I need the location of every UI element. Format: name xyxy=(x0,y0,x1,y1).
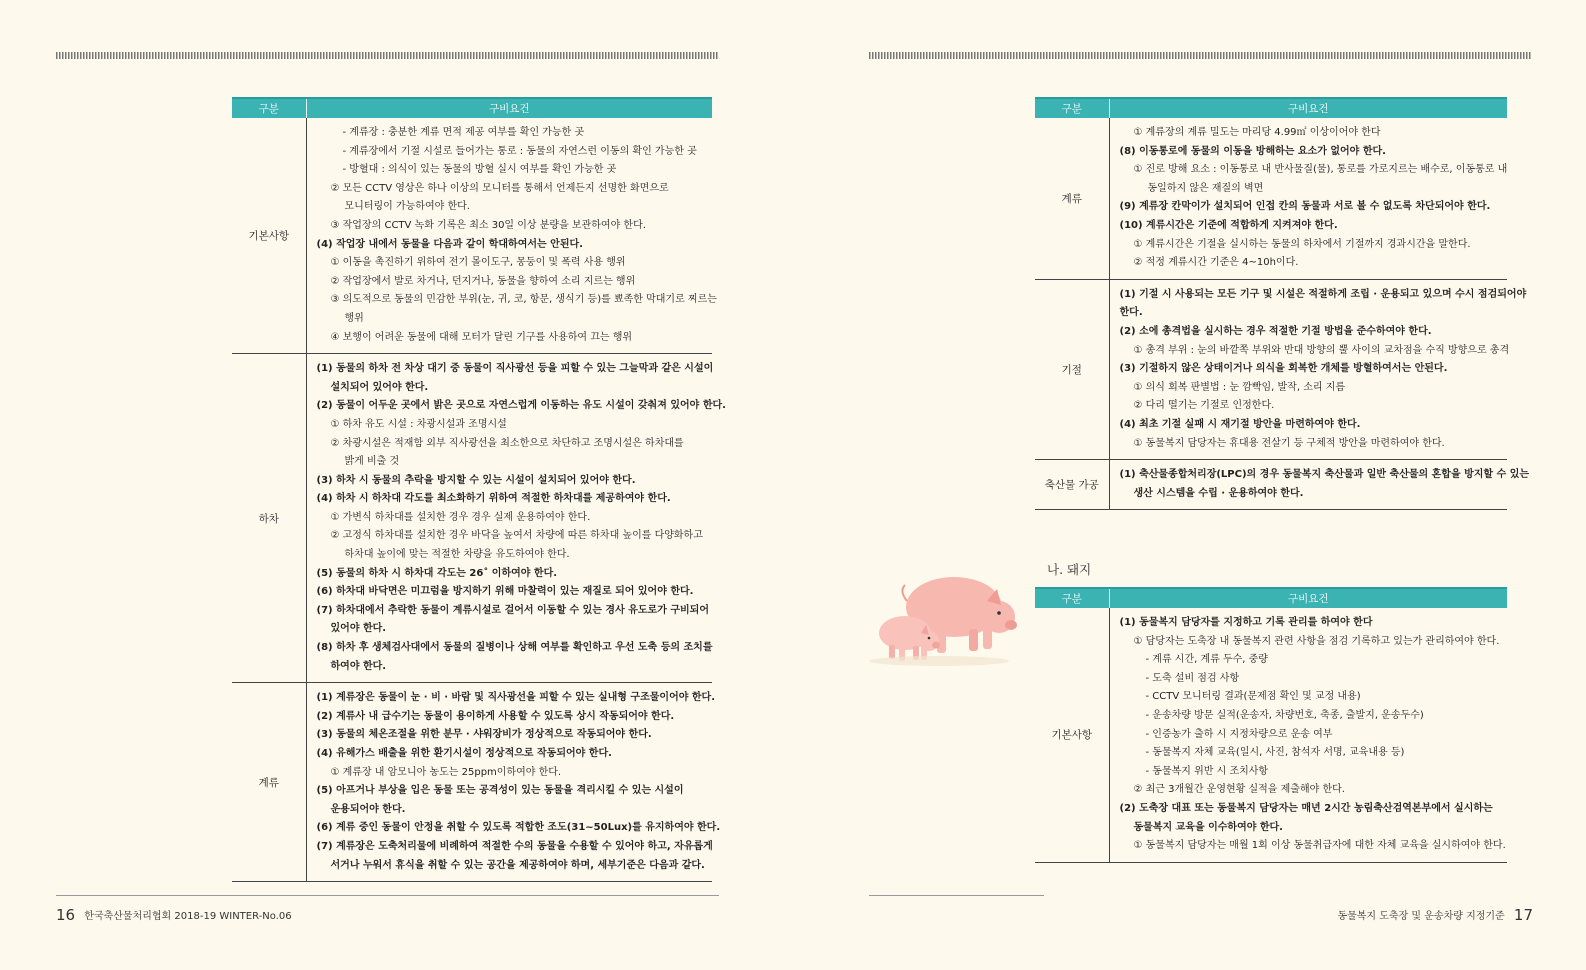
table-header-row xyxy=(232,98,712,118)
header-requirements: 구비요건 xyxy=(1109,98,1507,118)
requirement-line: 모니터링이 가능하여야 한다. xyxy=(344,201,470,213)
requirement-line: (10) 계류시간은 기준에 적합하게 지켜져야 한다. xyxy=(1119,219,1338,231)
pig-illustration xyxy=(859,545,1019,675)
requirement-line: - 동물복지 위반 시 조치사항 xyxy=(1145,765,1269,777)
requirement-line: 행위 xyxy=(344,312,364,324)
requirement-line: (6) 하차대 바닥면은 미끄럼을 방지하기 위해 마찰력이 있는 재질로 되어 있어야 한다. xyxy=(316,586,694,598)
header-requirements: 구비요건 xyxy=(306,98,712,118)
requirements-table-pig xyxy=(1035,587,1507,863)
requirement-line: (1) 계류장은 동물이 눈 · 비 · 바람 및 직사광선을 피할 수 있는 실내형 구조물이어야 한다. xyxy=(316,692,715,704)
row-category: 기본사항 xyxy=(1035,608,1109,862)
header-category: 구분 xyxy=(232,98,306,118)
requirement-line: 생산 시스템을 수립 · 운용하여야 한다. xyxy=(1133,487,1304,499)
requirement-line: ② 적정 계류시간 기준은 4~10h이다. xyxy=(1133,257,1299,269)
requirement-line: 동일하지 않은 재질의 벽면 xyxy=(1147,182,1264,194)
table-row xyxy=(1035,279,1507,459)
header-category: 구분 xyxy=(1035,98,1109,118)
top-dotted-rule xyxy=(56,52,719,59)
requirement-line: (6) 계류 중인 동물이 안정을 취할 수 있도록 적합한 조도(31~50Lux)를 유지하여야 한다. xyxy=(316,822,721,834)
requirement-line: (1) 축산물종합처리장(LPC)의 경우 동물복지 축산물과 일반 축산물의 혼합을 방지할 수 있는 xyxy=(1119,469,1530,481)
row-category: 하차 xyxy=(232,354,306,683)
requirement-line: ② 모든 CCTV 영상은 하나 이상의 모니터를 통해서 언제든지 선명한 화면으로 xyxy=(330,182,669,194)
pig-icon xyxy=(869,577,1017,666)
row-category: 기본사항 xyxy=(232,118,306,354)
requirement-line: (2) 동물이 어두운 곳에서 밝은 곳으로 자연스럽게 이동하는 유도 시설이 갖춰져 있어야 한다. xyxy=(316,400,726,412)
table-row xyxy=(1035,460,1507,510)
row-requirements xyxy=(1109,118,1507,279)
requirement-line: (3) 하차 시 동물의 추락을 방지할 수 있는 시설이 설치되어 있어야 한다. xyxy=(316,474,636,486)
requirement-line: (7) 계류장은 도축처리물에 비례하여 적절한 수의 동물을 수용할 수 있어야 하고, 자유롭게 xyxy=(316,840,713,852)
requirement-line: (8) 하차 후 생체검사대에서 동물의 질병이나 상해 여부를 확인하고 우선 도축 등의 조치를 xyxy=(316,642,713,654)
requirements-table-cattle-1 xyxy=(232,97,726,882)
requirement-line: (4) 최초 기절 실패 시 재기절 방안을 마련하여야 한다. xyxy=(1119,418,1361,430)
requirement-line: (7) 하차대에서 추락한 동물이 계류시설로 걸어서 이동할 수 있는 경사 유도로가 구비되어 xyxy=(316,604,709,616)
top-dotted-rule xyxy=(869,52,1532,59)
row-category: 계류 xyxy=(232,683,306,882)
requirement-line: ① 하차 유도 시설 : 차광시설과 조명시설 xyxy=(330,418,507,430)
requirement-line: ② 최근 3개월간 운영현황 실적을 제출해야 한다. xyxy=(1133,784,1345,796)
row-category: 기절 xyxy=(1035,279,1109,459)
page-footer xyxy=(1337,906,1533,924)
requirement-line: 설치되어 있어야 한다. xyxy=(330,381,429,393)
requirement-line: (2) 도축장 대표 또는 동물복지 담당자는 매년 2시간 농림축산검역본부에서 실시하는 xyxy=(1119,802,1493,814)
requirement-line: - 방혈대 : 의식이 있는 동물의 방혈 실시 여부를 확인 가능한 곳 xyxy=(342,164,617,176)
requirements-table-cattle-2 xyxy=(1035,97,1530,510)
row-requirements xyxy=(306,683,721,882)
requirement-line: 동물복지 교육을 이수하여야 한다. xyxy=(1133,821,1283,833)
row-requirements xyxy=(1109,608,1507,862)
requirement-line: (2) 소에 총격법을 실시하는 경우 적절한 기절 방법을 준수하여야 한다. xyxy=(1119,325,1432,337)
header-requirements: 구비요건 xyxy=(1109,588,1507,608)
requirement-line: ① 총격 부위 : 눈의 바깥쪽 부위와 반대 방향의 뿔 사이의 교차점을 수직 방향으로 총격 xyxy=(1133,344,1510,356)
row-category: 축산물 가공 xyxy=(1035,460,1109,510)
requirement-line: (8) 이동통로에 동물의 이동을 방해하는 요소가 없어야 한다. xyxy=(1119,145,1386,157)
publication-title: 한국축산물처리협회 2018-19 WINTER-No.06 xyxy=(84,911,292,922)
row-requirements xyxy=(1109,279,1527,459)
requirement-line: - 동물복지 자체 교육(일시, 사진, 참석자 서명, 교육내용 등) xyxy=(1145,747,1405,759)
requirement-line: (5) 동물의 하차 시 하차대 각도는 26˚ 이하여야 한다. xyxy=(316,567,558,579)
section-title: 동물복지 도축장 및 운송차량 지정기준 xyxy=(1337,911,1505,922)
requirement-line: (2) 계류사 내 급수기는 동물이 용이하게 사용할 수 있도록 상시 작동되어야 한다. xyxy=(316,710,675,722)
section-heading-pig: 나. 돼지 xyxy=(1047,562,1092,577)
requirement-line: - 인증농가 출하 시 지정차량으로 운송 여부 xyxy=(1145,728,1333,740)
requirement-line: (3) 동물의 체온조절을 위한 분무 · 샤워장비가 정상적으로 작동되어야 한다. xyxy=(316,729,652,741)
requirement-line: ② 다리 떨기는 기절로 인정한다. xyxy=(1133,400,1275,412)
bottom-rule xyxy=(869,895,1044,896)
right-page xyxy=(793,0,1586,970)
requirement-line: 한다. xyxy=(1119,307,1143,319)
requirement-line: (5) 아프거나 부상을 입은 동물 또는 공격성이 있는 동물을 격리시킬 수 있는 시설이 xyxy=(316,785,684,797)
requirement-line: ② 고정식 하차대를 설치한 경우 바닥을 높여서 차량에 따른 하차대 높이를 다양화하고 xyxy=(330,530,703,542)
row-requirements xyxy=(306,354,726,683)
requirement-line: ① 동물복지 담당자는 휴대용 전살기 등 구체적 방안을 마련하여야 한다. xyxy=(1133,437,1445,449)
requirement-line: ① 계류시간은 기절을 실시하는 동물의 하차에서 기절까지 경과시간을 말한다. xyxy=(1133,238,1471,250)
requirement-line: (4) 유해가스 배출을 위한 환기시설이 정상적으로 작동되어야 한다. xyxy=(316,748,612,759)
table-row xyxy=(232,683,712,882)
table-row xyxy=(232,118,712,354)
requirement-line: (1) 동물복지 담당자를 지정하고 기록 관리를 하여야 한다 xyxy=(1119,617,1373,628)
requirement-line: - 계류장에서 기절 시설로 들어가는 통로 : 동물의 자연스런 이동의 확인 가능한 곳 xyxy=(342,145,697,157)
requirement-line: ③ 작업장의 CCTV 녹화 기록은 최소 30일 이상 분량을 보관하여야 한다. xyxy=(330,219,646,231)
requirement-line: ① 계류장 내 암모니아 농도는 25ppm이하여야 한다. xyxy=(330,766,562,778)
requirement-line: 하차대 높이에 맞는 적절한 차량을 유도하여야 한다. xyxy=(344,549,570,561)
requirement-line: ① 계류장의 계류 밀도는 마리당 4.99㎡ 이상이어야 한다 xyxy=(1133,127,1381,138)
table-row xyxy=(1035,608,1507,862)
requirement-line: ③ 의도적으로 동물의 민감한 부위(눈, 귀, 코, 항문, 생식기 등)를 뾰족한 막대기로 찌르는 xyxy=(330,294,717,306)
requirement-line: - 계류장 : 충분한 계류 면적 제공 여부를 확인 가능한 곳 xyxy=(342,127,585,138)
table-row xyxy=(232,354,712,683)
row-category: 계류 xyxy=(1035,118,1109,279)
page-number: 16 xyxy=(56,906,76,924)
table-header-row xyxy=(1035,98,1507,118)
requirement-line: ① 동물복지 담당자는 매월 1회 이상 동물취급자에 대한 자체 교육을 실시하여야 한다. xyxy=(1133,840,1506,852)
requirement-line: (3) 기절하지 않은 상태이거나 의식을 회복한 개체를 방혈하여서는 안된다. xyxy=(1119,363,1448,375)
requirement-line: ① 이동을 촉진하기 위하여 전기 몰이도구, 몽둥이 및 폭력 사용 행위 xyxy=(330,257,626,269)
requirement-line: 있어야 한다. xyxy=(330,623,387,635)
requirement-line: (4) 하차 시 하차대 각도를 최소화하기 위하여 적절한 하차대를 제공하여야 한다. xyxy=(316,493,671,505)
requirement-line: - 운송차량 방문 실적(운송자, 차량번호, 축종, 출발지, 운송두수) xyxy=(1145,709,1424,721)
row-requirements xyxy=(1109,460,1530,510)
requirement-line: 서거나 누워서 휴식을 취할 수 있는 공간을 제공하여야 하며, 세부기준은 다음과 같다. xyxy=(330,859,705,871)
requirement-line: ④ 보행이 어려운 동물에 대해 모터가 달린 기구를 사용하여 끄는 행위 xyxy=(330,331,633,343)
requirement-line: (4) 작업장 내에서 동물을 다음과 같이 학대하여서는 안된다. xyxy=(316,238,583,250)
requirement-line: 운용되어야 한다. xyxy=(330,803,406,815)
page-number: 17 xyxy=(1513,906,1533,924)
requirement-line: (9) 계류장 칸막이가 설치되어 인접 칸의 동물과 서로 볼 수 없도록 차단되어야 한다. xyxy=(1119,201,1491,213)
header-category: 구분 xyxy=(1035,588,1109,608)
requirement-line: ② 차광시설은 적재함 외부 직사광선을 최소한으로 차단하고 조명시설은 하차대를 xyxy=(330,437,684,449)
table-row xyxy=(1035,118,1507,279)
requirement-line: 하여야 한다. xyxy=(330,660,387,672)
requirement-line: ② 작업장에서 발로 차거나, 던지거나, 동물을 향하여 소리 지르는 행위 xyxy=(330,275,636,287)
requirement-line: 밝게 비출 것 xyxy=(344,456,400,468)
requirement-line: ① 담당자는 도축장 내 동물복지 관련 사항을 점검 기록하고 있는가 관리하여야 한다. xyxy=(1133,635,1500,647)
requirement-line: ① 진로 방해 요소 : 이동통로 내 반사물질(물), 통로를 가로지르는 배수로, 이동통로 내 xyxy=(1133,164,1508,176)
bottom-rule xyxy=(56,895,719,896)
table-header-row xyxy=(1035,588,1507,608)
requirement-line: - 계류 시간, 계류 두수, 중량 xyxy=(1145,654,1268,666)
requirement-line: - 도축 설비 점검 사항 xyxy=(1145,672,1240,684)
requirement-line: (1) 동물의 하차 전 차상 대기 중 동물이 직사광선 등을 피할 수 있는 그늘막과 같은 시설이 xyxy=(316,363,714,375)
page-footer xyxy=(56,906,292,924)
requirement-line: ① 의식 회복 판별법 : 눈 깜빡임, 발작, 소리 지름 xyxy=(1133,381,1346,393)
requirement-line: (1) 기절 시 사용되는 모든 기구 및 시설은 적절하게 조립 · 운용되고 있으며 수시 점검되어야 xyxy=(1119,288,1527,300)
requirement-line: - CCTV 모니터링 결과(문제점 확인 및 교정 내용) xyxy=(1145,691,1361,703)
row-requirements xyxy=(306,118,717,354)
requirement-line: ① 가변식 하차대를 설치한 경우 경우 실제 운용하여야 한다. xyxy=(330,511,591,523)
